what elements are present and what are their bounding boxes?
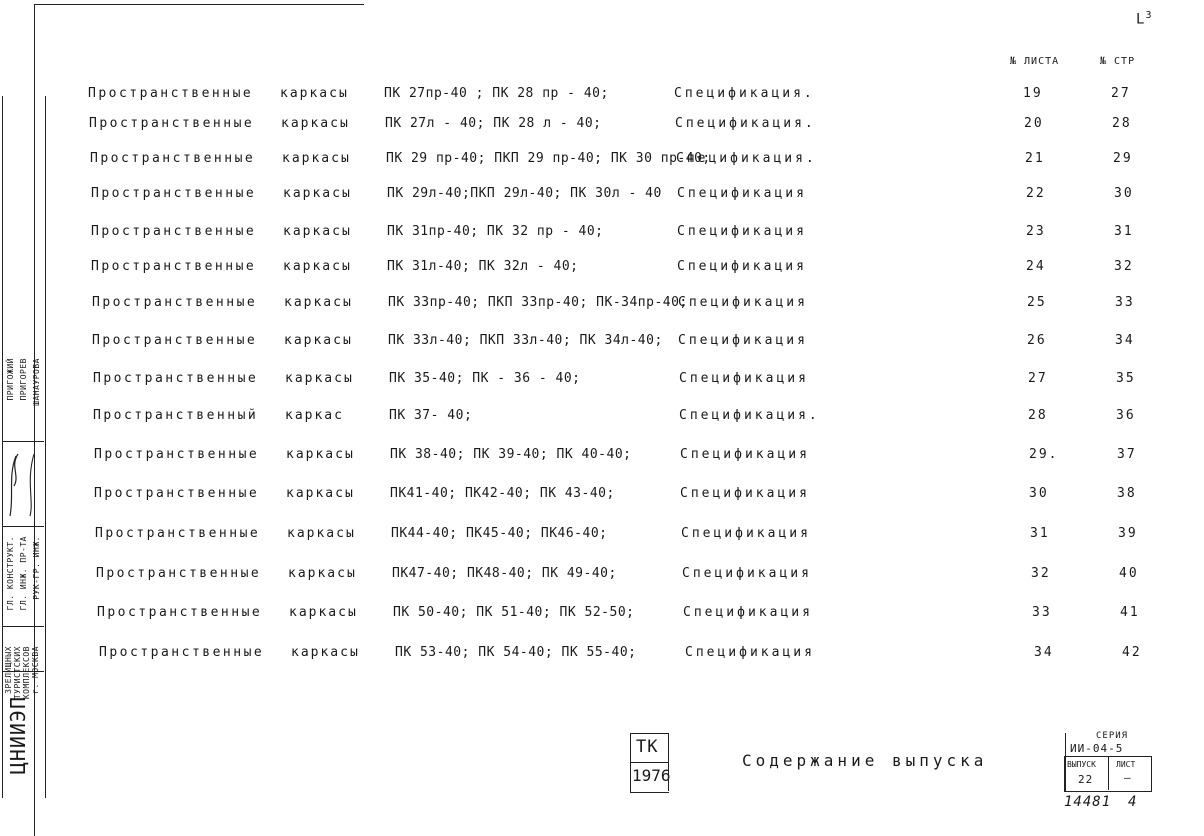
sidebar-name: ПРИГОЖИЙ	[6, 358, 15, 401]
row-type: каркасы	[283, 224, 352, 239]
row-type: каркасы	[282, 151, 351, 166]
row-sheet: 30	[1029, 486, 1049, 501]
row-kind: Пространственные	[90, 151, 256, 166]
stamp-series-value: ИИ-04-5	[1070, 742, 1124, 755]
row-type: каркасы	[280, 86, 349, 101]
row-document: Спецификация.	[675, 116, 816, 131]
row-page: 28	[1112, 116, 1132, 131]
row-document: Спецификация.	[679, 408, 820, 423]
row-sheet: 19	[1023, 86, 1043, 101]
row-sheet: 27	[1028, 371, 1048, 386]
row-sheet: 21	[1025, 151, 1045, 166]
header-sheet-no: № ЛИСТА	[1010, 56, 1060, 67]
row-sheet: 29.	[1029, 447, 1059, 462]
row-page: 30	[1114, 186, 1134, 201]
header-page-no: № СТР	[1100, 56, 1136, 67]
row-marks: ПК 33пр-40; ПКП 33пр-40; ПК-34пр-40;	[388, 295, 688, 310]
sidebar-signatures	[4, 446, 44, 522]
row-sheet: 23	[1026, 224, 1046, 239]
stamp-title: Содержание выпуска	[742, 751, 988, 770]
sidebar-role: ГЛ. ИНЖ. ПР-ТА	[19, 536, 28, 611]
row-marks: ПК 27л - 40; ПК 28 л - 40;	[385, 116, 602, 131]
row-page: 29	[1113, 151, 1133, 166]
sidebar-org-detail: ТУРИСТСКИХ	[13, 646, 22, 700]
row-type: каркасы	[283, 259, 352, 274]
row-page: 40	[1119, 566, 1139, 581]
stamp-series-box	[1064, 733, 1150, 791]
row-kind: Пространственные	[95, 526, 261, 541]
footer-page: 4	[1128, 794, 1138, 810]
row-type: каркасы	[288, 566, 357, 581]
title-block	[630, 733, 1150, 793]
row-type: каркасы	[291, 645, 360, 660]
row-sheet: 28	[1028, 408, 1048, 423]
row-kind: Пространственные	[92, 295, 258, 310]
row-type: каркасы	[287, 526, 356, 541]
row-marks: ПК 38-40; ПК 39-40; ПК 40-40;	[390, 447, 632, 462]
row-document: Спецификация	[685, 645, 815, 660]
sidebar-divider	[2, 441, 44, 442]
row-marks: ПК 29л-40;ПКП 29л-40; ПК 30л - 40	[387, 186, 662, 201]
row-page: 34	[1115, 333, 1135, 348]
sidebar-name: ШАНАУРОВА	[32, 358, 41, 406]
row-type: каркас	[285, 408, 344, 423]
row-document: Спецификация.	[676, 151, 817, 166]
row-page: 42	[1122, 645, 1142, 660]
row-sheet: 22	[1026, 186, 1046, 201]
sidebar-org: ЦНИИЭП	[6, 696, 30, 775]
row-type: каркасы	[289, 605, 358, 620]
row-document: Спецификация	[680, 447, 810, 462]
row-page: 32	[1114, 259, 1134, 274]
row-sheet: 34	[1034, 645, 1054, 660]
sidebar-name: ПРИГОРЕВ	[19, 358, 28, 401]
row-kind: Пространственные	[92, 333, 258, 348]
stamp-issue-divider	[1108, 756, 1109, 790]
row-marks: ПК47-40; ПК48-40; ПК 49-40;	[392, 566, 617, 581]
row-document: Спецификация	[680, 486, 810, 501]
footer-number: 14481	[1064, 794, 1112, 810]
sidebar-org-detail: г. МОСКВА	[31, 646, 40, 694]
row-type: каркасы	[284, 295, 353, 310]
row-marks: ПК 35-40; ПК - 36 - 40;	[389, 371, 581, 386]
stamp-series-label: СЕРИЯ	[1096, 731, 1129, 741]
row-page: 31	[1114, 224, 1134, 239]
row-page: 38	[1117, 486, 1137, 501]
row-document: Спецификация	[681, 526, 811, 541]
row-kind: Пространственные	[89, 116, 255, 131]
stamp-divider	[630, 762, 668, 763]
sidebar-role: ГЛ. КОНСТРУКТ.	[6, 536, 15, 611]
row-sheet: 24	[1026, 259, 1046, 274]
sidebar-divider	[2, 626, 44, 627]
row-marks: ПК 37- 40;	[389, 408, 473, 423]
sidebar-org-detail: КОМПЛЕКСОВ	[22, 646, 31, 700]
sidebar-divider	[2, 526, 44, 527]
row-kind: Пространственные	[88, 86, 254, 101]
row-kind: Пространственные	[94, 447, 260, 462]
row-page: 36	[1116, 408, 1136, 423]
sidebar-role: РУК-ГР. ИНЖ.	[32, 536, 41, 600]
row-document: Спецификация.	[674, 86, 815, 101]
row-document: Спецификация	[682, 566, 812, 581]
row-document: Спецификация	[677, 186, 807, 201]
stamp-tk: ТК	[636, 737, 659, 757]
row-kind: Пространственные	[96, 566, 262, 581]
row-document: Спецификация	[678, 295, 808, 310]
row-sheet: 32	[1031, 566, 1051, 581]
row-document: Спецификация	[678, 333, 808, 348]
stamp-year: 1976	[632, 766, 671, 785]
row-type: каркасы	[286, 447, 355, 462]
row-type: каркасы	[281, 116, 350, 131]
row-kind: Пространственные	[99, 645, 265, 660]
row-marks: ПК 31л-40; ПК 32л - 40;	[387, 259, 579, 274]
stamp-sheet-label: ЛИСТ	[1116, 760, 1136, 769]
row-type: каркасы	[285, 371, 354, 386]
row-kind: Пространственные	[91, 224, 257, 239]
corner-mark: $L^3$	[1136, 10, 1153, 28]
row-page: 35	[1116, 371, 1136, 386]
sidebar-org-detail: ЗРЕЛИЩНЫХ	[4, 646, 13, 694]
row-type: каркасы	[284, 333, 353, 348]
row-marks: ПК 33л-40; ПКП 33л-40; ПК 34л-40;	[388, 333, 663, 348]
stamp-issue-value: 22	[1078, 773, 1094, 786]
row-kind: Пространственный	[93, 408, 259, 423]
row-marks: ПК 53-40; ПК 54-40; ПК 55-40;	[395, 645, 637, 660]
row-marks: ПК 31пр-40; ПК 32 пр - 40;	[387, 224, 604, 239]
row-type: каркасы	[283, 186, 352, 201]
row-document: Спецификация	[683, 605, 813, 620]
row-sheet: 20	[1024, 116, 1044, 131]
row-sheet: 25	[1027, 295, 1047, 310]
row-page: 27	[1111, 86, 1131, 101]
stamp-issue-label: ВЫПУСК	[1067, 760, 1096, 769]
row-kind: Пространственные	[94, 486, 260, 501]
row-marks: ПК44-40; ПК45-40; ПК46-40;	[391, 526, 608, 541]
row-document: Спецификация	[677, 259, 807, 274]
row-document: Спецификация	[679, 371, 809, 386]
row-sheet: 31	[1030, 526, 1050, 541]
row-page: 39	[1118, 526, 1138, 541]
sidebar-title-strip	[0, 96, 46, 806]
row-type: каркасы	[286, 486, 355, 501]
row-marks: ПК 27пр-40 ; ПК 28 пр - 40;	[384, 86, 609, 101]
row-marks: ПК41-40; ПК42-40; ПК 43-40;	[390, 486, 615, 501]
row-document: Спецификация	[677, 224, 807, 239]
row-kind: Пространственные	[91, 186, 257, 201]
row-page: 37	[1117, 447, 1137, 462]
row-page: 41	[1120, 605, 1140, 620]
row-marks: ПК 29 пр-40; ПКП 29 пр-40; ПК 30 пр-40;	[386, 151, 711, 166]
row-kind: Пространственные	[97, 605, 263, 620]
row-sheet: 26	[1027, 333, 1047, 348]
row-marks: ПК 50-40; ПК 51-40; ПК 52-50;	[393, 605, 635, 620]
row-sheet: 33	[1032, 605, 1052, 620]
stamp-sheet-value: —	[1124, 771, 1132, 784]
row-page: 33	[1115, 295, 1135, 310]
frame-top-border	[34, 4, 364, 6]
row-kind: Пространственные	[93, 371, 259, 386]
row-kind: Пространственные	[91, 259, 257, 274]
